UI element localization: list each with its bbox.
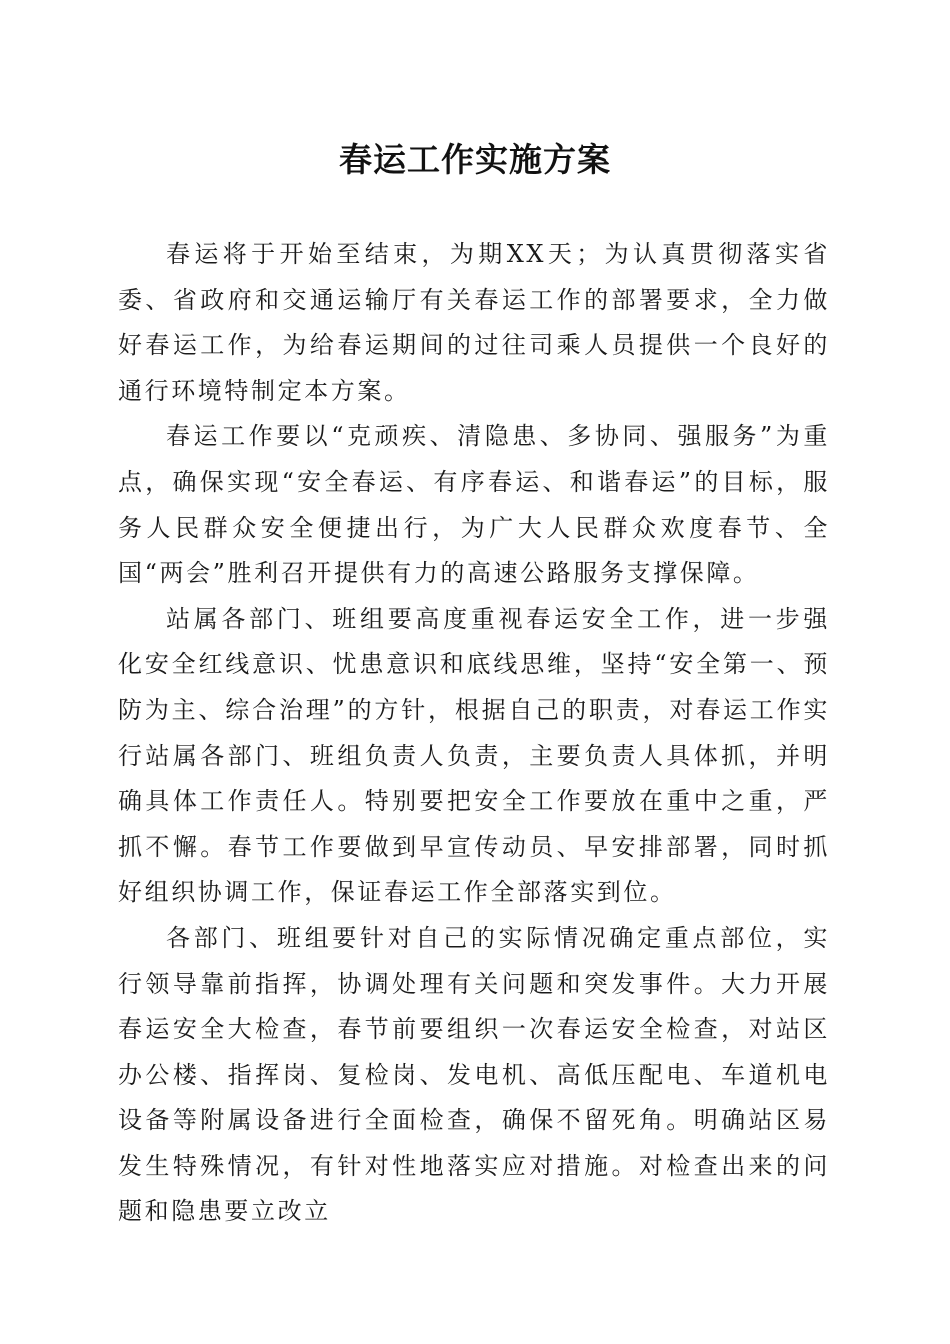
- document-title: 春运工作实施方案: [339, 140, 611, 179]
- document-body: [118, 232, 830, 1235]
- paragraph-goals: 春运工作要以“克顽疾、清隐患、多协同、强服务”为重点，确保实现“安全春运、有序春运、和谐春运”的目标，服务人民群众安全便捷出行，为广大人民群众欢度春节、全国“两会”胜利召开提供有力的高速公路服务支撑保障。: [118, 422, 830, 588]
- paragraph-responsibility: 站属各部门、班组要高度重视春运安全工作，进一步强化安全红线意识、忧患意识和底线思维，坚持“安全第一、预防为主、综合治理”的方针，根据自己的职责，对春运工作实行站属各部门、班组负责人负责，主要负责人具体抓，并明确具体工作责任人。特别要把安全工作要放在重中之重，严抓不懈。春节工作要做到早宣传动员、早安排部署，同时抓好组织协调工作，保证春运工作全部落实到位。: [118, 604, 830, 907]
- paragraph-inspection: 各部门、班组要针对自己的实际情况确定重点部位，实行领导靠前指挥，协调处理有关问题和突发事件。大力开展春运安全大检查，春节前要组织一次春运安全检查，对站区办公楼、指挥岗、复检岗、发电机、高低压配电、车道机电设备等附属设备进行全面检查，确保不留死角。明确站区易发生特殊情况，有针对性地落实应对措施。对检查出来的问题和隐患要立改立: [118, 923, 830, 1226]
- paragraph-intro: 春运将于开始至结束，为期XX天；为认真贯彻落实省委、省政府和交通运输厅有关春运工作的部署要求，全力做好春运工作，为给春运期间的过往司乘人员提供一个良好的通行环境特制定本方案。: [118, 240, 830, 405]
